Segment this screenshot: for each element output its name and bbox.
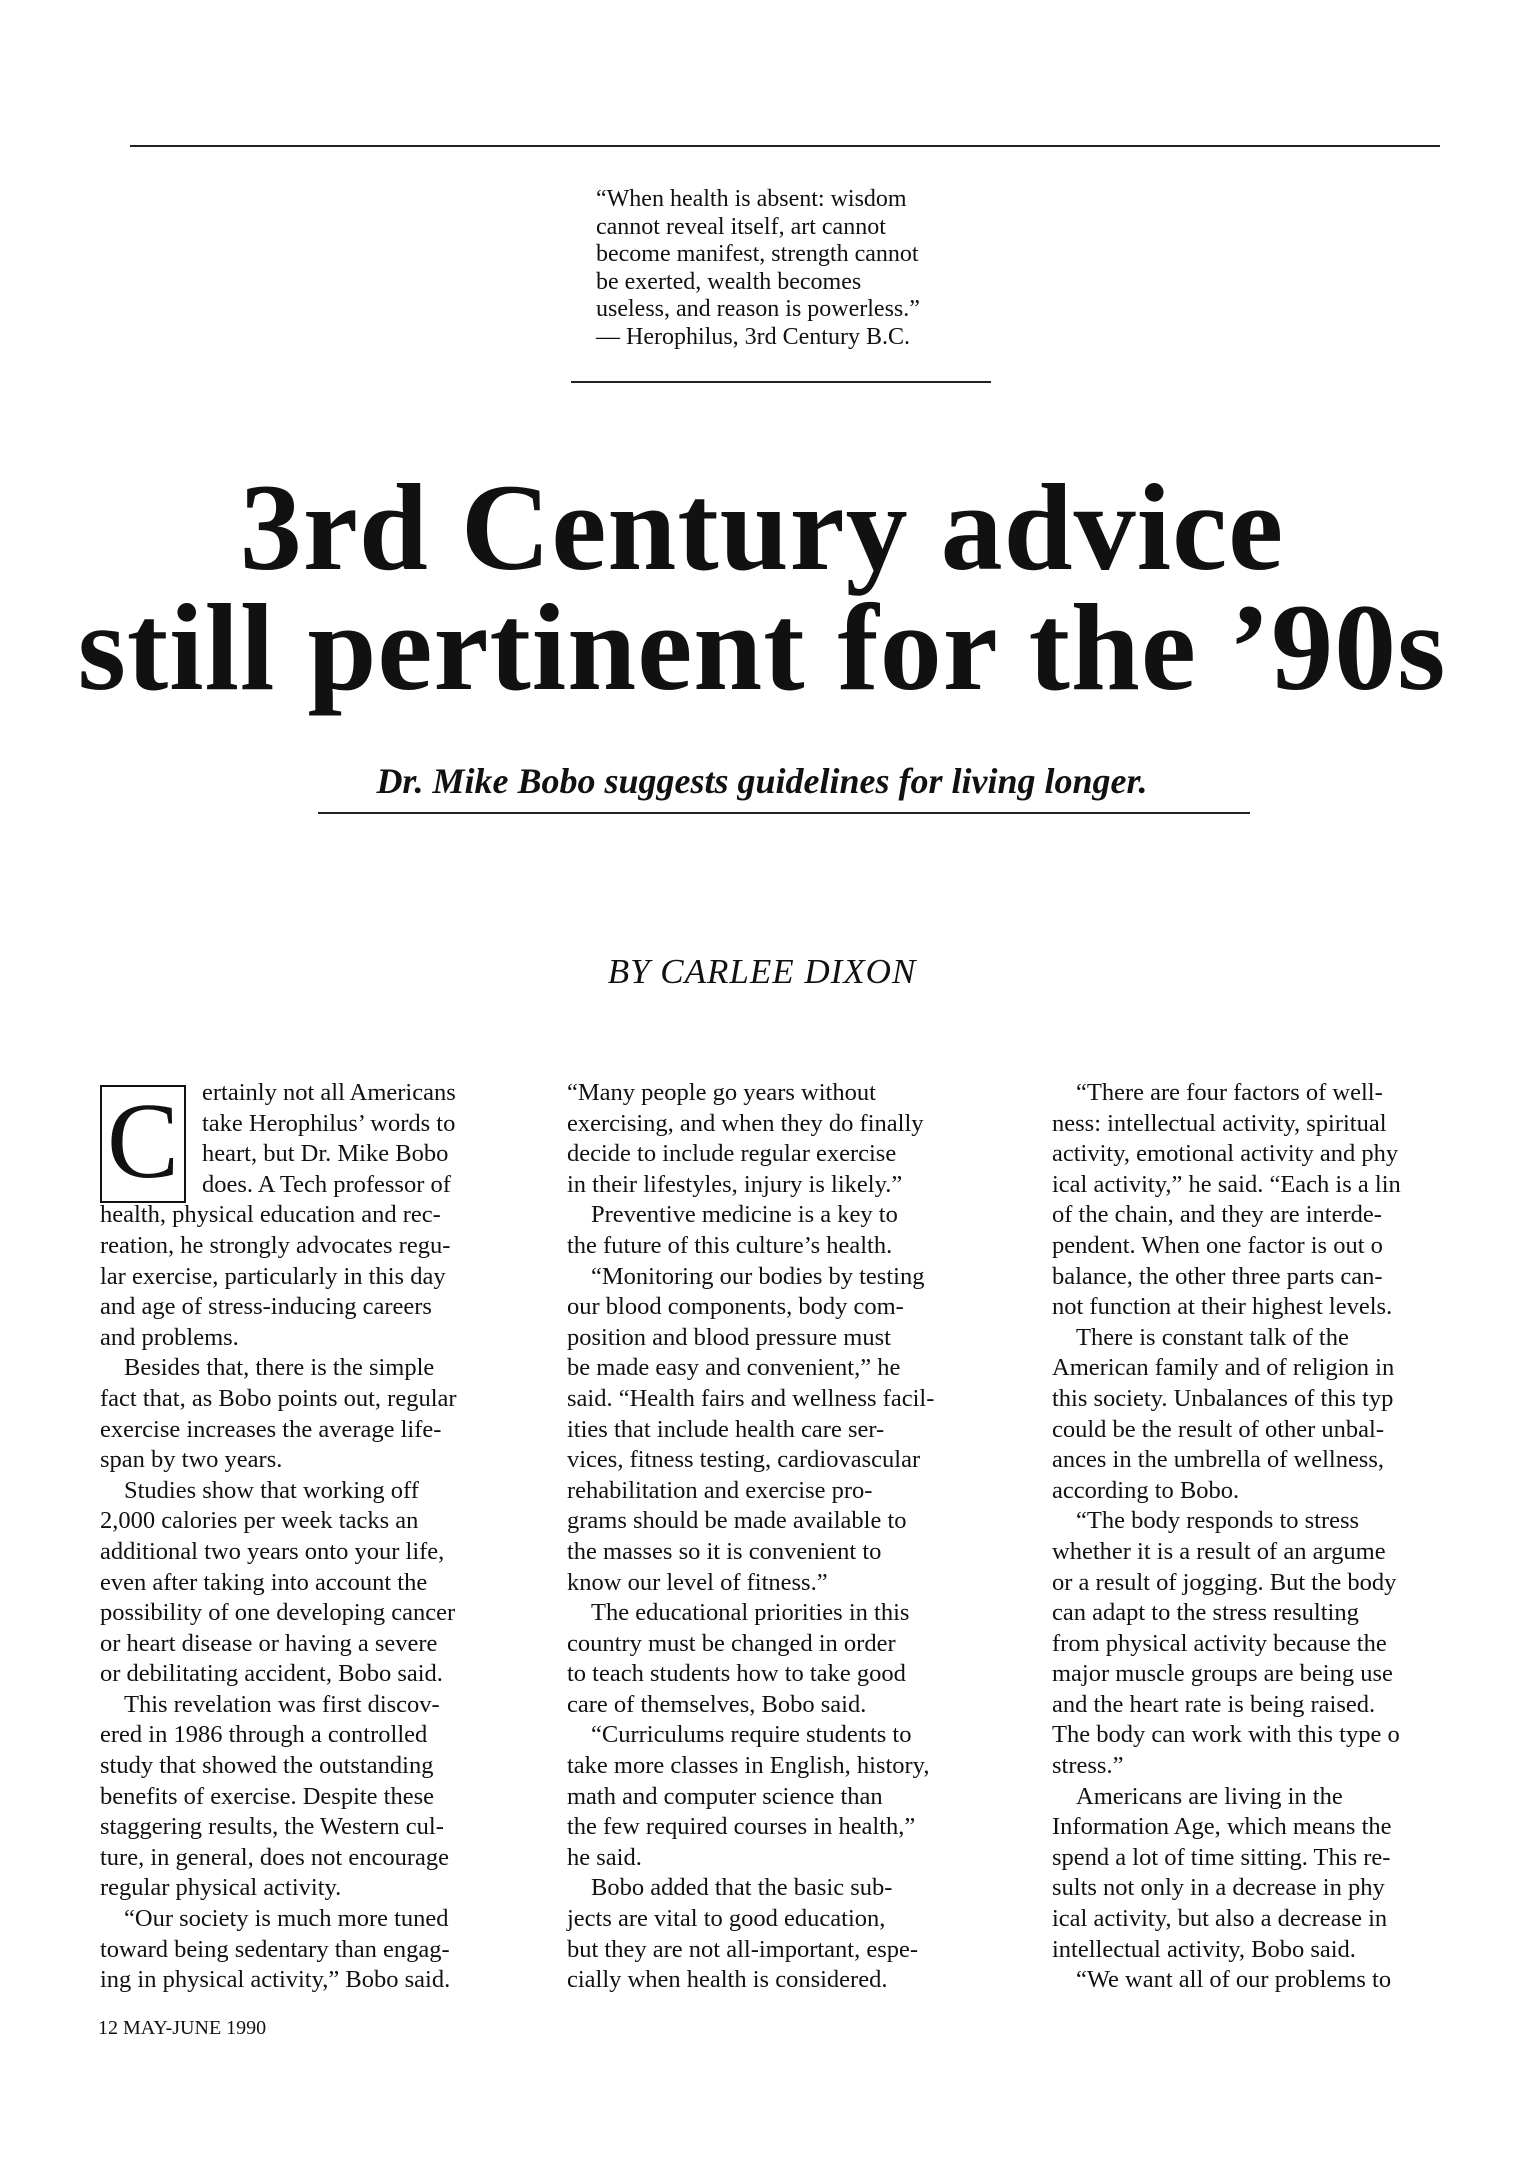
quote-line: cannot reveal itself, art cannot <box>596 213 886 240</box>
text-line: Americans are living in the <box>1076 1782 1343 1810</box>
text-line: heart, but Dr. Mike Bobo <box>202 1140 449 1168</box>
text-line: This revelation was first discov- <box>124 1690 440 1718</box>
text-line: decide to include regular exercise <box>567 1140 897 1168</box>
text-line: the few required courses in health,” <box>567 1813 916 1841</box>
text-line: he said. <box>567 1843 642 1871</box>
text-line: or a result of jogging. But the body <box>1052 1568 1397 1596</box>
article-column-3 <box>1052 1078 1502 1996</box>
text-line: or heart disease or having a severe <box>100 1629 438 1657</box>
text-line: but they are not all-important, espe- <box>567 1935 919 1963</box>
text-line: Preventive medicine is a key to <box>591 1201 898 1229</box>
text-line: ertainly not all Americans <box>202 1079 456 1106</box>
top-rule <box>130 145 1440 147</box>
text-line: from physical activity because the <box>1052 1629 1387 1657</box>
text-line: ities that include health care ser- <box>567 1415 885 1443</box>
text-line: American family and of religion in <box>1052 1354 1395 1382</box>
text-line: does. A Tech professor of <box>202 1170 451 1198</box>
text-line: not function at their highest levels. <box>1052 1293 1393 1321</box>
deck-rule <box>318 812 1250 814</box>
text-line: lar exercise, particularly in this day <box>100 1262 446 1290</box>
text-line: health, physical education and rec- <box>100 1201 441 1229</box>
text-line: take Herophilus’ words to <box>202 1109 456 1137</box>
text-line: study that showed the outstanding <box>100 1752 434 1780</box>
quote-line: “When health is absent: wisdom <box>596 186 907 212</box>
text-line: country must be changed in order <box>567 1629 896 1657</box>
quote-line: become manifest, strength cannot <box>596 241 919 267</box>
text-line: can adapt to the stress resulting <box>1052 1599 1359 1627</box>
text-line: ered in 1986 through a controlled <box>100 1721 428 1749</box>
text-line: and problems. <box>100 1323 239 1351</box>
text-line: our blood components, body com- <box>567 1293 904 1321</box>
quote-line: be exerted, wealth becomes <box>596 268 862 295</box>
article-column-2 <box>567 1078 997 1996</box>
page-footer: 12 MAY-JUNE 1990 <box>98 2017 267 2039</box>
text-line: span by two years. <box>100 1446 283 1474</box>
text-line: care of themselves, Bobo said. <box>567 1690 867 1718</box>
text-line: “There are four factors of well- <box>1076 1079 1383 1106</box>
text-line: 2,000 calories per week tacks an <box>100 1507 419 1535</box>
headline <box>0 459 1524 716</box>
text-line: The body can work with this type o <box>1052 1721 1400 1749</box>
text-line: “Monitoring our bodies by testing <box>591 1262 925 1290</box>
text-line: reation, he strongly advocates regu- <box>100 1231 451 1259</box>
text-line: rehabilitation and exercise pro- <box>567 1476 873 1504</box>
text-line: major muscle groups are being use <box>1052 1660 1393 1688</box>
text-line: Besides that, there is the simple <box>124 1354 435 1382</box>
text-line: benefits of exercise. Despite these <box>100 1782 435 1810</box>
text-line: the masses so it is convenient to <box>567 1537 882 1565</box>
headline-line-2: still pertinent for the ’90s <box>77 579 1447 716</box>
text-line: stress.” <box>1052 1752 1124 1780</box>
text-line: intellectual activity, Bobo said. <box>1052 1935 1356 1963</box>
byline: BY CARLEE DIXON <box>607 952 917 991</box>
text-line: according to Bobo. <box>1052 1476 1240 1504</box>
text-line: “Curriculums require students to <box>591 1721 912 1749</box>
text-line: and the heart rate is being raised. <box>1052 1690 1376 1718</box>
drop-cap: C <box>100 1085 186 1203</box>
text-line: Studies show that working off <box>124 1476 419 1504</box>
text-line: fact that, as Bobo points out, regular <box>100 1384 457 1412</box>
text-line: “We want all of our problems to <box>1076 1966 1392 1994</box>
text-line: possibility of one developing cancer <box>100 1599 456 1627</box>
text-line: said. “Health fairs and wellness facil- <box>567 1384 935 1412</box>
text-line: ness: intellectual activity, spiritual <box>1052 1109 1387 1137</box>
text-line: There is constant talk of the <box>1076 1323 1349 1351</box>
epigraph-quote <box>596 186 1016 351</box>
text-line: exercise increases the average life- <box>100 1415 442 1443</box>
text-line: vices, fitness testing, cardiovascular <box>567 1446 921 1474</box>
text-line: cially when health is considered. <box>567 1966 888 1994</box>
text-line: “The body responds to stress <box>1076 1507 1360 1535</box>
text-line: staggering results, the Western cul- <box>100 1813 444 1841</box>
text-line: and age of stress-inducing careers <box>100 1293 432 1321</box>
text-line: “Many people go years without <box>567 1079 876 1106</box>
deck-subtitle: Dr. Mike Bobo suggests guidelines for living longer. <box>376 761 1148 801</box>
text-line: this society. Unbalances of this typ <box>1052 1384 1394 1412</box>
text-line: position and blood pressure must <box>567 1323 891 1351</box>
text-line: sults not only in a decrease in phy <box>1052 1874 1385 1902</box>
text-line: even after taking into account the <box>100 1568 428 1596</box>
quote-rule <box>571 381 991 383</box>
text-line: whether it is a result of an argume <box>1052 1537 1386 1565</box>
quote-line: useless, and reason is powerless.” <box>596 296 920 322</box>
text-line: additional two years onto your life, <box>100 1537 445 1565</box>
text-line: Bobo added that the basic sub- <box>591 1874 893 1902</box>
text-line: could be the result of other unbal- <box>1052 1415 1385 1443</box>
quote-attribution: — Herophilus, 3rd Century B.C. <box>596 323 910 350</box>
text-line: grams should be made available to <box>567 1507 907 1535</box>
text-line: activity, emotional activity and phy <box>1052 1140 1399 1168</box>
text-line: to teach students how to take good <box>567 1660 906 1688</box>
text-line: “Our society is much more tuned <box>124 1905 449 1933</box>
text-line: the future of this culture’s health. <box>567 1231 893 1259</box>
text-line: ical activity, but also a decrease in <box>1052 1905 1388 1933</box>
text-line: of the chain, and they are interde- <box>1052 1201 1382 1229</box>
text-line: exercising, and when they do finally <box>567 1109 924 1137</box>
text-line: pendent. When one factor is out o <box>1052 1231 1383 1259</box>
text-line: take more classes in English, history, <box>567 1752 930 1780</box>
text-line: ing in physical activity,” Bobo said. <box>100 1966 451 1994</box>
text-line: math and computer science than <box>567 1782 883 1810</box>
text-line: know our level of fitness.” <box>567 1568 828 1596</box>
text-line: toward being sedentary than engag- <box>100 1935 450 1963</box>
text-line: Information Age, which means the <box>1052 1813 1392 1841</box>
text-line: spend a lot of time sitting. This re- <box>1052 1843 1391 1871</box>
text-line: or debilitating accident, Bobo said. <box>100 1660 443 1688</box>
text-line: ical activity,” he said. “Each is a lin <box>1052 1170 1401 1198</box>
text-line: balance, the other three parts can- <box>1052 1262 1383 1290</box>
headline-line-1: 3rd Century advice <box>239 459 1285 596</box>
text-line: ture, in general, does not encourage <box>100 1843 449 1871</box>
article-column-1 <box>100 1078 520 1996</box>
text-line: jects are vital to good education, <box>567 1905 886 1933</box>
text-line: The educational priorities in this <box>591 1599 910 1627</box>
text-line: regular physical activity. <box>100 1874 342 1902</box>
text-line: be made easy and convenient,” he <box>567 1354 901 1382</box>
text-line: in their lifestyles, injury is likely.” <box>567 1170 903 1198</box>
text-line: ances in the umbrella of wellness, <box>1052 1446 1385 1474</box>
